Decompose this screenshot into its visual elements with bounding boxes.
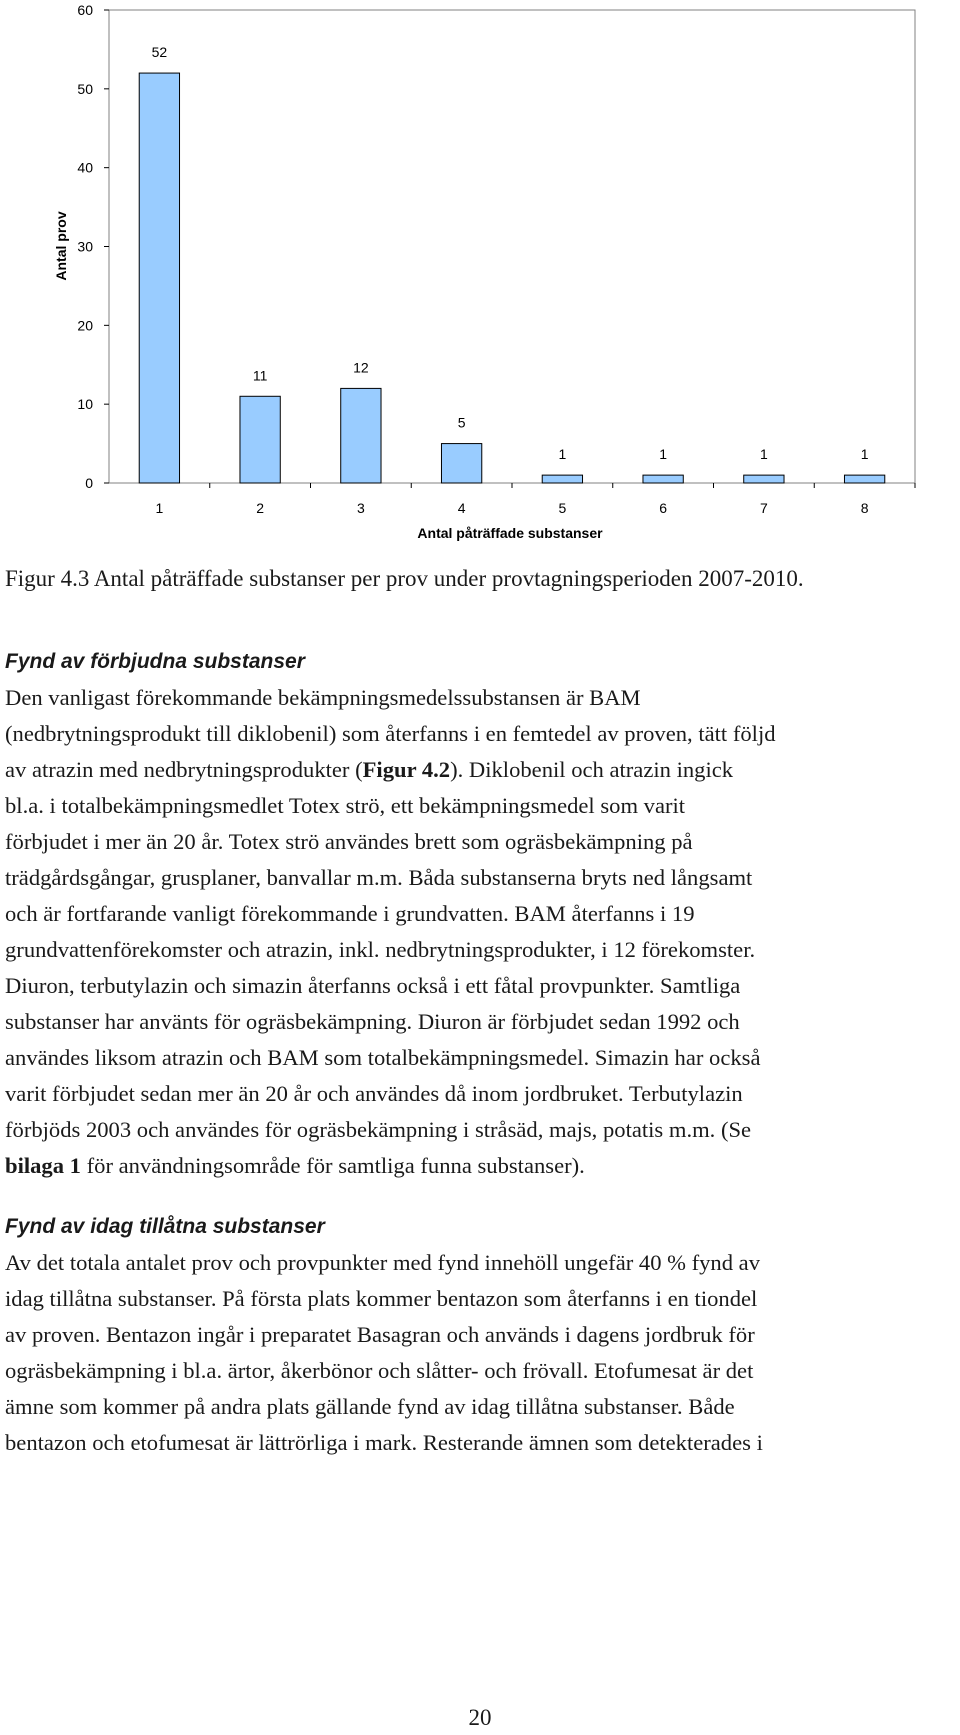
text-line: av proven. Bentazon ingår i preparatet Basagran och används i dagens jordbruk för <box>5 1322 755 1347</box>
bar <box>643 475 683 483</box>
x-tick-label: 8 <box>860 500 869 516</box>
bar-chart <box>0 0 960 550</box>
text-run: ). Diklobenil och atrazin ingick <box>450 757 734 782</box>
text-line: Den vanligast förekommande bekämpningsmedelssubstansen är BAM <box>5 685 641 710</box>
section-paragraph <box>5 680 955 1184</box>
y-tick-label: 0 <box>85 475 93 491</box>
text-line: Av det totala antalet prov och provpunkter med fynd innehöll ungefär 40 % fynd av <box>5 1250 760 1275</box>
text-line: förbjudet i mer än 20 år. Totex strö användes brett som ogräsbekämpning på <box>5 829 693 854</box>
text-line: trädgårdsgångar, grusplaner, banvallar m.m. Båda substanserna bryts ned långsamt <box>5 865 753 890</box>
bar <box>542 475 582 483</box>
text-line: varit förbjudet sedan mer än 20 år och användes då inom jordbruket. Terbutylazin <box>5 1081 743 1106</box>
text-line <box>5 752 955 788</box>
plot-frame <box>109 10 915 483</box>
text-line: Diuron, terbutylazin och simazin återfanns också i ett fåtal provpunkter. Samtliga <box>5 973 741 998</box>
section-heading: Fynd av idag tillåtna substanser <box>5 1215 325 1238</box>
x-tick-label: 6 <box>659 500 668 516</box>
bar-value-label: 1 <box>759 446 768 463</box>
text-line: och är fortfarande vanligt förekommande i grundvatten. BAM återfanns i 19 <box>5 901 695 926</box>
text-line: ämne som kommer på andra plats gällande fynd av idag tillåtna substanser. Både <box>5 1394 735 1419</box>
page-number: 20 <box>468 1705 492 1730</box>
y-tick-label: 40 <box>77 159 93 176</box>
bar <box>744 475 784 483</box>
section-paragraph <box>5 1245 955 1461</box>
section-heading: Fynd av förbjudna substanser <box>5 650 305 673</box>
y-tick-label: 60 <box>77 2 93 18</box>
text-line: substanser har använts för ogräsbekämpning. Diuron är förbjudet sedan 1992 och <box>5 1009 740 1034</box>
x-axis-label: Antal påträffade substanser <box>417 525 603 541</box>
section-allowed-substances <box>5 1209 955 1461</box>
x-tick-label: 2 <box>256 500 265 516</box>
text-run: för användningsområde för samtliga funna substanser). <box>80 1153 585 1178</box>
x-tick-label: 3 <box>356 500 365 516</box>
text-line: bentazon och etofumesat är lättrörliga i mark. Resterande ämnen som detekterades i <box>5 1430 763 1455</box>
y-tick-label: 20 <box>77 317 93 334</box>
text-line: bl.a. i totalbekämpningsmedlet Totex strö, ett bekämpningsmedel som varit <box>5 793 686 818</box>
bar <box>441 444 481 483</box>
section-forbidden-substances <box>5 644 955 1184</box>
text-line: förbjöds 2003 och användes för ogräsbekämpning i stråsäd, majs, potatis m.m. (Se <box>5 1117 752 1142</box>
y-axis-label: Antal prov <box>53 211 69 281</box>
y-tick-label: 30 <box>77 238 93 255</box>
bar-value-label: 12 <box>353 359 369 376</box>
x-tick-label: 1 <box>155 500 164 516</box>
y-axis-ticks <box>77 2 109 491</box>
bar-value-label: 52 <box>151 44 168 61</box>
x-tick-label: 4 <box>457 500 466 516</box>
x-tick-label: 5 <box>558 500 567 516</box>
plot-border <box>109 10 915 483</box>
bar-value-label: 1 <box>558 446 567 463</box>
text-line: användes liksom atrazin och BAM som totalbekämpningsmedel. Simazin har också <box>5 1045 761 1070</box>
x-axis-ticks <box>155 483 915 516</box>
bar-value-label: 1 <box>860 446 869 463</box>
bar-value-label: 1 <box>659 446 668 463</box>
bold-reference: bilaga 1 <box>5 1153 81 1178</box>
bold-reference: Figur 4.2 <box>362 757 451 782</box>
text-line <box>5 1148 955 1184</box>
text-line: ogräsbekämpning i bl.a. ärtor, åkerbönor och slåtter- och frövall. Etofumesat är det <box>5 1358 754 1383</box>
text-line: grundvattenförekomster och atrazin, inkl. nedbrytningsprodukter, i 12 förekomster. <box>5 937 756 962</box>
bar <box>139 73 179 483</box>
bar <box>844 475 884 483</box>
text-line: idag tillåtna substanser. På första plats kommer bentazon som återfanns i en tiondel <box>5 1286 758 1311</box>
figure-caption: Figur 4.3 Antal påträffade substanser per prov under provtagningsperioden 2007-2010. <box>5 566 804 591</box>
bars <box>139 73 885 483</box>
text-run: av atrazin med nedbrytningsprodukter ( <box>5 757 363 782</box>
bar <box>240 396 280 483</box>
y-tick-label: 10 <box>77 396 93 413</box>
bar <box>341 388 381 483</box>
bar-value-label: 5 <box>457 414 466 431</box>
y-tick-label: 50 <box>77 80 93 97</box>
x-tick-label: 7 <box>759 500 768 516</box>
text-line: (nedbrytningsprodukt till diklobenil) som återfanns i en femtedel av proven, tätt följd <box>5 721 776 746</box>
bar-value-label: 11 <box>252 367 268 384</box>
